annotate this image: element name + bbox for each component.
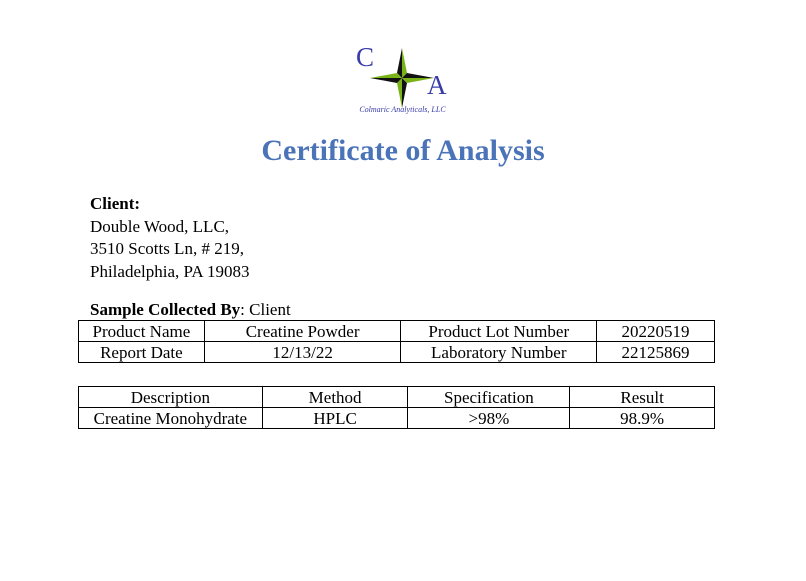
results-header-row [79,387,715,408]
logo-letter-c: C [356,42,375,72]
product-name-label: Product Name [79,321,205,342]
product-name-value: Creatine Powder [204,321,401,342]
lot-number-value: 20220519 [597,321,715,342]
results-table [78,386,715,429]
client-block [90,193,249,283]
header-specification: Specification [408,387,570,408]
header-method: Method [262,387,408,408]
document-title: Certificate of Analysis [261,134,545,167]
logo-letter-a: A [427,70,447,100]
sample-collected [90,300,291,320]
client-name: Double Wood, LLC, [90,216,230,236]
table-row [79,321,715,342]
result-specification: >98% [408,408,570,429]
result-description: Creatine Monohydrate [79,408,263,429]
sample-collected-label: Sample Collected By [90,300,241,319]
client-address-line1: 3510 Scotts Ln, # 219, [90,239,244,258]
table-row [79,342,715,363]
header-result: Result [570,387,715,408]
table-row [79,408,715,429]
report-date-label: Report Date [79,342,205,363]
client-address-line2: Philadelphia, PA 19083 [90,261,250,281]
company-logo [340,40,465,120]
client-label: Client: [90,194,141,213]
lab-number-value: 22125869 [597,342,715,363]
lot-number-label: Product Lot Number [401,321,597,342]
result-method: HPLC [262,408,408,429]
logo-company-name: Colmaric Analyticals, LLC [359,105,446,114]
lab-number-label: Laboratory Number [401,342,597,363]
product-info-table [78,320,715,363]
result-value: 98.9% [570,408,715,429]
report-date-value: 12/13/22 [204,342,401,363]
header-description: Description [79,387,263,408]
sample-collected-value: : Client [240,300,291,319]
